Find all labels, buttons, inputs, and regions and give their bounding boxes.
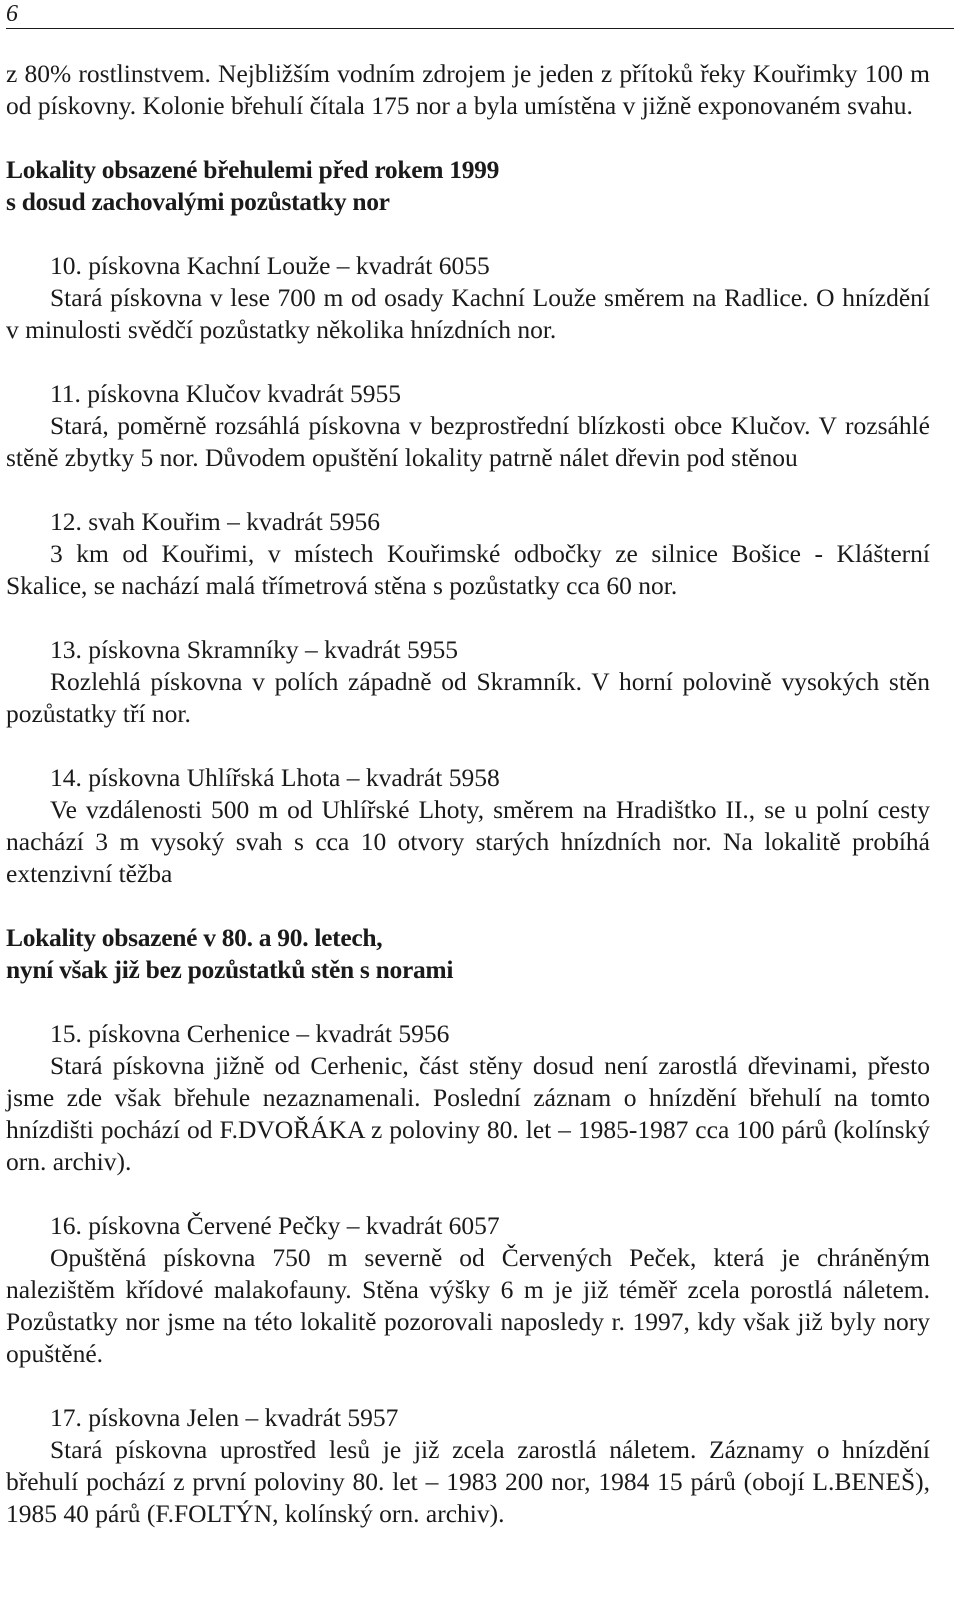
locality-description: Stará, poměrně rozsáhlá pískovna v bezprostřední blízkosti obce Klučov. V rozsáhlé stěně zbytky 5 nor. Důvodem opuštění lokality patrně nálet dřevin pod stěnou [6,411,930,472]
locality-title: 16. pískovna Červené Pečky – kvadrát 6057 [50,1211,500,1240]
locality-entry-13 [6,634,930,730]
locality-description: 3 km od Kouřimi, v místech Kouřimské odbočky ze silnice Bošice - Klášterní Skalice, se nachází malá třímetrová stěna s pozůstatky cca 60 nor. [6,539,930,600]
locality-title: 17. pískovna Jelen – kvadrát 5957 [50,1403,399,1432]
locality-entry-10 [6,250,930,346]
section-heading-line: Lokality obsazené břehulemi před rokem 1999 [6,155,500,184]
header-rule [6,28,954,29]
locality-title: 11. pískovna Klučov kvadrát 5955 [50,379,402,408]
section-heading-before-1999 [6,154,930,218]
locality-entry-12 [6,506,930,602]
locality-title: 14. pískovna Uhlířská Lhota – kvadrát 5958 [50,763,500,792]
locality-entry-14 [6,762,930,890]
locality-title: 10. pískovna Kachní Louže – kvadrát 6055 [50,251,490,280]
locality-entry-17 [6,1402,930,1530]
locality-description: Stará pískovna jižně od Cerhenic, část stěny dosud není zarostlá dřevinami, přesto jsme zde však břehule nezaznamenali. Poslední záznam o hnízdění břehulí na tomto hnízdišti pochází od F.DVOŘÁKA z poloviny 80. let – 1985-1987 cca 100 párů (kolínský orn. archiv). [6,1051,930,1176]
section-heading-80s-90s [6,922,930,986]
locality-description: Opuštěná pískovna 750 m severně od Červených Peček, která je chráněným nalezištěm křídové malakofauny. Stěna výšky 6 m je již téměř zcela porostlá náletem. Pozůstatky nor jsme na této lokalitě pozorovali naposledy r. 1997, kdy však již byly nory opuštěné. [6,1243,930,1368]
page-content [6,58,930,1530]
section-heading-line: s dosud zachovalými pozůstatky nor [6,187,390,216]
locality-title: 15. pískovna Cerhenice – kvadrát 5956 [50,1019,450,1048]
locality-entry-11 [6,378,930,474]
locality-title: 13. pískovna Skramníky – kvadrát 5955 [50,635,458,664]
locality-description: Ve vzdálenosti 500 m od Uhlířské Lhoty, směrem na Hradištko II., se u polní cesty nachází 3 m vysoký svah s cca 10 otvory starých hnízdních nor. Na lokalitě probíhá extenzivní těžba [6,795,930,888]
locality-entry-15 [6,1018,930,1178]
section-heading-line: nyní však již bez pozůstatků stěn s norami [6,955,454,984]
locality-entry-16 [6,1210,930,1370]
locality-title: 12. svah Kouřim – kvadrát 5956 [50,507,381,536]
intro-paragraph: z 80% rostlinstvem. Nejbližším vodním zdrojem je jeden z přítoků řeky Kouřimky 100 m od pískovny. Kolonie břehulí čítala 175 nor a byla umístěna v jižně exponovaném svahu. [6,59,930,120]
locality-description: Rozlehlá pískovna v polích západně od Skramník. V horní polovině vysokých stěn pozůstatky tří nor. [6,667,930,728]
page-number: 6 [6,1,18,27]
section-heading-line: Lokality obsazené v 80. a 90. letech, [6,923,383,952]
locality-description: Stará pískovna uprostřed lesů je již zcela zarostlá náletem. Záznamy o hnízdění břehulí pochází z první poloviny 80. let – 1983 200 nor, 1984 15 párů (obojí L.BENEŠ), 1985 40 párů (F.FOLTÝN, kolínský orn. archiv). [6,1435,930,1528]
locality-description: Stará pískovna v lese 700 m od osady Kachní Louže směrem na Radlice. O hnízdění v minulosti svědčí pozůstatky několika hnízdních nor. [6,283,930,344]
